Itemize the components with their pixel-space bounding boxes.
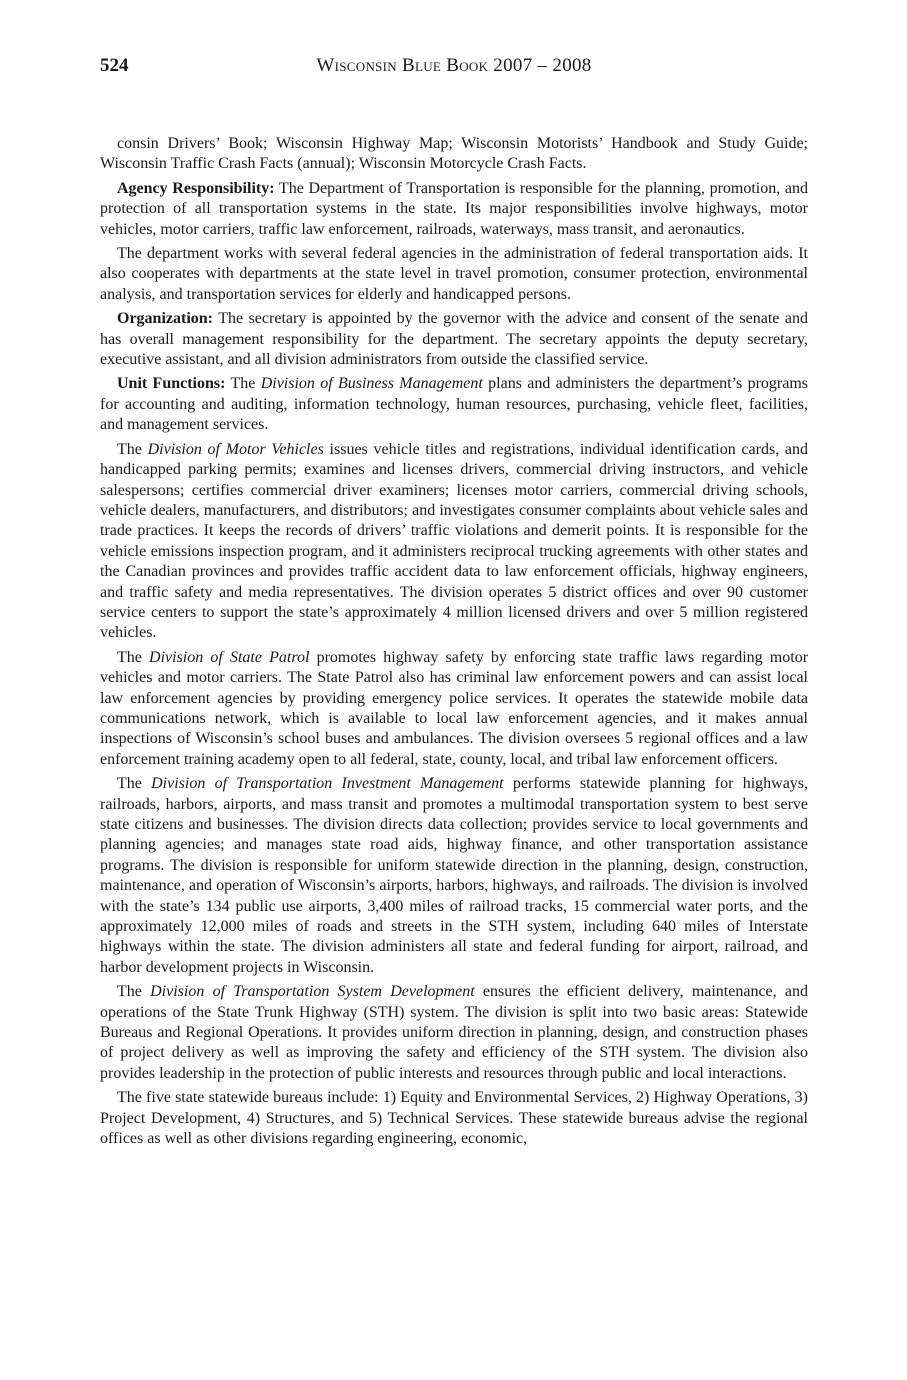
page-header <box>100 55 808 81</box>
running-title: Wisconsin Blue Book 2007 – 2008 <box>316 55 592 76</box>
paragraph-text: The Department of Transportation is responsible for the planning, promotion, and protection of all transportation systems in the state. Its major responsibilities involve highways, motor vehicles, motor carriers, traffic law enforcement, railroads, waterways, mass transit, and aeronautics. <box>100 179 808 238</box>
paragraph-agency-responsibility <box>100 179 808 240</box>
paragraph-investment-management <box>100 774 808 978</box>
paragraph-text: issues vehicle titles and registrations, individual identification cards, and handicapped parking permits; examines and licenses drivers, commercial driving instructors, and vehicle salespersons; certifies commercial driver examiners; licenses motor carriers, commercial driving schools, vehicle dealers, manufacturers, and distributors; and investigates consumer complaints about vehicle sales and trade practices. It keeps the records of drivers’ traffic violations and demerit points. It is responsible for the vehicle emissions inspection program, and it administers reciprocal trucking agreements with other states and the Canadian provinces and provides traffic accident data to law enforcement officials, highway engineers, and traffic safety and media representatives. The division operates 5 district offices and over 90 customer service centers to support the state’s approximately 4 million licensed drivers and over 5 million registered vehicles. <box>100 440 809 642</box>
paragraph-business-management <box>100 374 808 435</box>
paragraph-text-pre: The <box>117 983 151 1001</box>
paragraph-motor-vehicles <box>100 440 808 644</box>
page-number: 524 <box>100 55 129 76</box>
paragraph-text-pre: The <box>225 375 261 393</box>
division-name: Division of Transportation Investment Management <box>151 775 504 793</box>
section-lead-organization: Organization: <box>117 310 213 328</box>
paragraph-text: consin Drivers’ Book; Wisconsin Highway Map; Wisconsin Motorists’ Handbook and Study Guide; Wisconsin Traffic Crash Facts (annual); Wisconsin Motorcycle Crash Facts. <box>100 135 808 173</box>
paragraph-text-pre: The <box>117 775 152 793</box>
division-name: Division of Transportation System Development <box>150 983 475 1001</box>
paragraph-federal-agencies <box>100 244 808 305</box>
paragraph-text: The department works with several federal agencies in the administration of federal transportation aids. It also cooperates with departments at the state level in travel promotion, consumer protection, environmental analysis, and transportation services for elderly and handicapped persons. <box>100 245 808 303</box>
paragraph-text: promotes highway safety by enforcing state traffic laws regarding motor vehicles and motor carriers. The State Patrol also has criminal law enforcement powers and can assist local law enforcement agencies by providing emergency police services. It operates the statewide mobile data communications network, which is available to local law enforcement agencies, and it makes annual inspections of Wisconsin’s school buses and ambulances. The division oversees 5 regional offices and a law enforcement training academy open to all federal, state, county, local, and tribal law enforcement officers. <box>100 648 809 768</box>
paragraph-text: The secretary is appointed by the governor with the advice and consent of the senate and has overall management responsibility for the department. The secretary appoints the deputy secretary, executive assistant, and all division administrators from outside the classified service. <box>100 310 808 369</box>
paragraph-publications-continued <box>100 134 808 175</box>
paragraph-organization <box>100 309 808 370</box>
division-name: Division of Motor Vehicles <box>147 440 324 458</box>
paragraph-text: The five state statewide bureaus include: 1) Equity and Environmental Services, 2) Highway Operations, 3) Project Development, 4) Structures, and 5) Technical Services. These statewide bureaus advise the regional offices as well as other divisions regarding engineering, economic, <box>100 1089 808 1148</box>
section-lead-agency-responsibility: Agency Responsibility: <box>117 179 275 197</box>
paragraph-text-pre: The <box>117 440 148 458</box>
paragraph-system-development <box>100 982 808 1084</box>
paragraph-state-patrol <box>100 648 808 770</box>
body-text <box>100 134 808 1154</box>
paragraph-text: plans and administers the department’s programs for accounting and auditing, information technology, human resources, purchasing, vehicle fleet, facilities, and management services. <box>100 375 809 434</box>
section-lead-unit-functions: Unit Functions: <box>117 375 226 393</box>
division-name: Division of State Patrol <box>149 648 310 666</box>
division-name: Division of Business Management <box>260 375 483 393</box>
paragraph-text-pre: The <box>117 648 150 666</box>
paragraph-text: ensures the efficient delivery, maintenance, and operations of the State Trunk Highway (STH) system. The division is split into two basic areas: Statewide Bureaus and Regional Operations. It provides uniform direction in planning, design, and construction phases of project delivery as well as improving the safety and efficiency of the STH system. The division also provides leadership in the protection of public interests and resources through public and local interactions. <box>100 983 809 1082</box>
paragraph-text: performs statewide planning for highways, railroads, harbors, airports, and mass transit and promotes a multimodal transportation system to best serve state citizens and businesses. The division directs data collection; provides service to local governments and planning agencies; and manages state road aids, highway finance, and other transportation assistance programs. The division is responsible for uniform statewide direction in the planning, design, construction, maintenance, and operation of Wisconsin’s airports, harbors, highways, and railroads. The division is involved with the state’s 134 public use airports, 3,400 miles of railroad tracks, 15 commercial water ports, and the approximately 12,000 miles of roads and streets in the STH system, including 640 miles of Interstate highways within the state. The division administers all state and federal funding for airport, railroad, and harbor development projects in Wisconsin. <box>100 775 809 976</box>
paragraph-statewide-bureaus <box>100 1088 808 1149</box>
